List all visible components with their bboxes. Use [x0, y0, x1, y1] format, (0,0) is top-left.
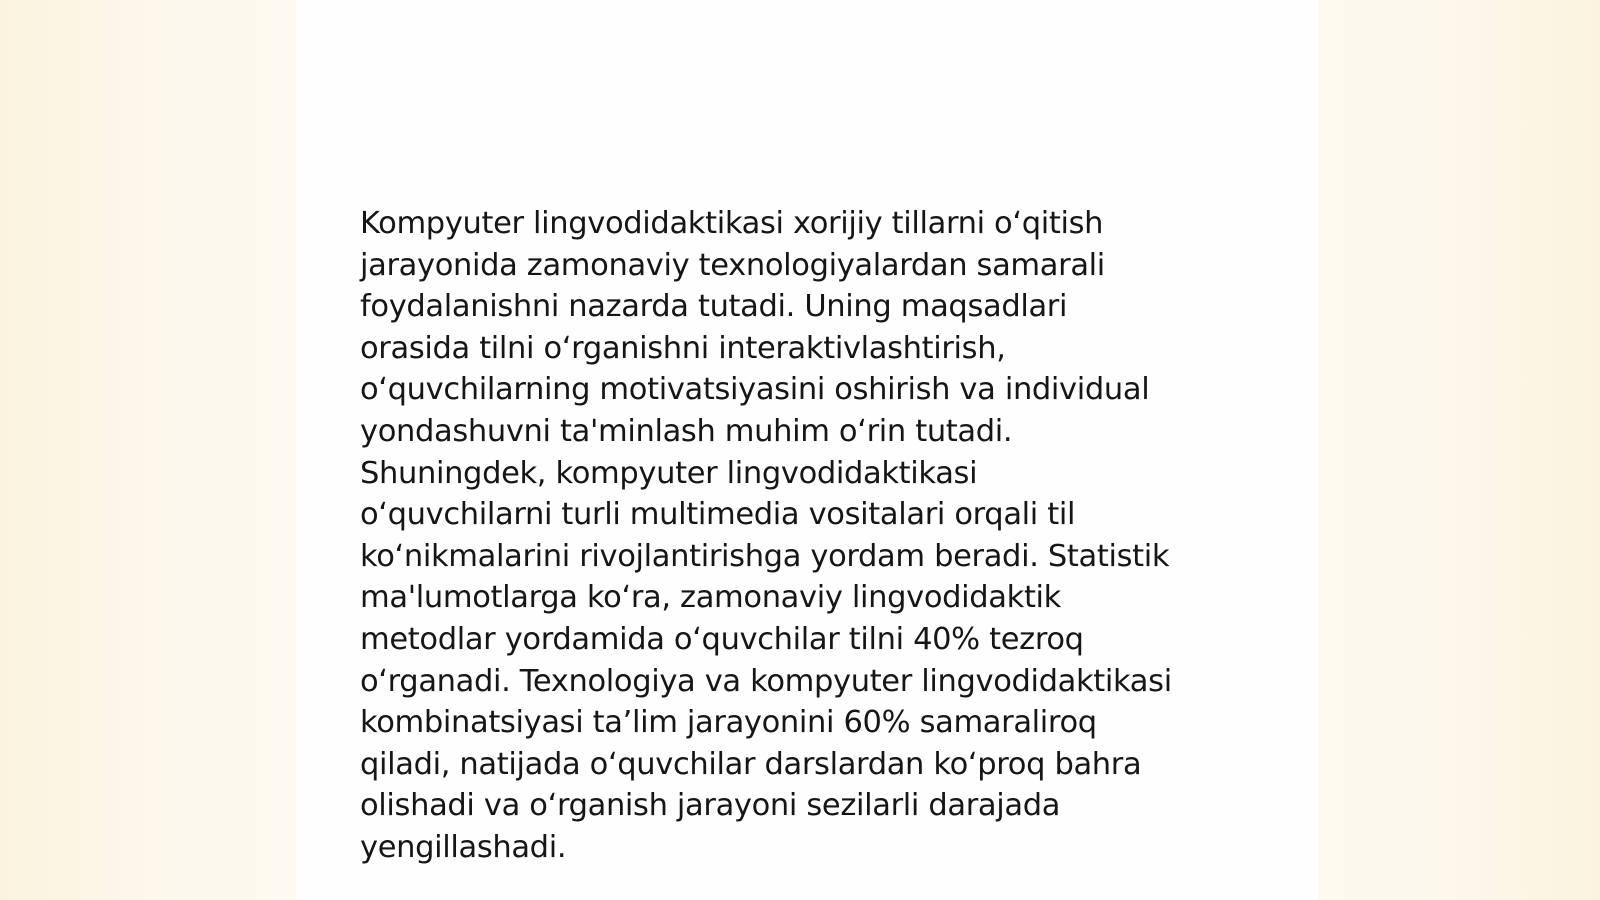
paragraph-line: jarayonida zamonaviy texnologiyalardan samarali [360, 247, 1105, 283]
paragraph-line: qiladi, natijada oʻquvchilar darslardan koʻproq bahra [360, 746, 1142, 782]
slide-canvas [296, 0, 1318, 900]
paragraph-line: oʻrganadi. Texnologiya va kompyuter lingvodidaktikasi [360, 663, 1172, 699]
slide-body-paragraph [360, 203, 1260, 869]
paragraph-line: foydalanishni nazarda tutadi. Uning maqsadlari [360, 289, 1068, 325]
paragraph-line: olishadi va oʻrganish jarayoni sezilarli darajada [360, 788, 1061, 824]
paragraph-line: yondashuvni ta'minlash muhim oʻrin tutadi. [360, 413, 1013, 449]
paragraph-line: Shuningdek, kompyuter lingvodidaktikasi [360, 455, 978, 491]
paragraph-line: kombinatsiyasi ta’lim jarayonini 60% samaraliroq [360, 705, 1097, 741]
paragraph-line: ma'lumotlarga koʻra, zamonaviy lingvodidaktik [360, 580, 1061, 616]
paragraph-line: oʻquvchilarni turli multimedia vositalari orqali til [360, 497, 1076, 533]
paragraph-line: Kompyuter lingvodidaktikasi xorijiy tillarni oʻqitish [360, 206, 1104, 241]
paragraph-line: orasida tilni oʻrganishni interaktivlashtirish, [360, 330, 1006, 366]
paragraph-line: oʻquvchilarning motivatsiyasini oshirish va individual [360, 372, 1150, 408]
paragraph-line: yengillashadi. [360, 829, 567, 865]
paragraph-line: koʻnikmalarini rivojlantirishga yordam beradi. Statistik [360, 538, 1170, 574]
paragraph-line: metodlar yordamida oʻquvchilar tilni 40% tezroq [360, 621, 1084, 657]
